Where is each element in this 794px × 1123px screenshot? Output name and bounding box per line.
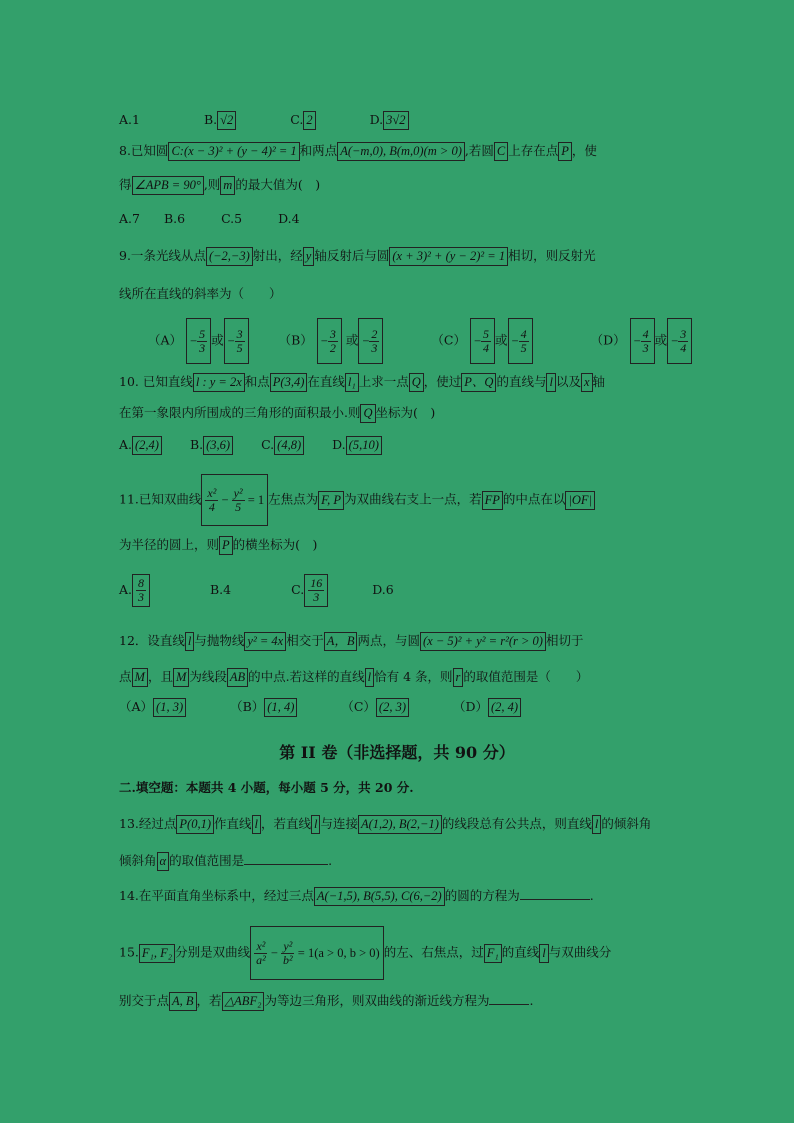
q11-text: 左焦点为: [268, 491, 319, 507]
q13-answer-blank[interactable]: [244, 864, 328, 865]
frac-den: 2: [329, 340, 336, 355]
q15-text: 的直线: [501, 944, 540, 960]
q8-option-b: B.6: [163, 211, 186, 226]
q15-text: 的左、右焦点，过: [383, 944, 484, 960]
q12-m2: M: [173, 668, 189, 687]
q12-ab2: AB: [227, 668, 248, 687]
q9-option-b-frac2: − $\frac{2}{3}$: [358, 318, 383, 364]
q13-ab: A(1,2), B(2,−1): [358, 815, 442, 834]
frac-num: 3: [236, 326, 243, 341]
q15-l: l: [539, 944, 548, 963]
q15-text: .: [529, 993, 534, 1008]
q9-circle-eq: (x + 3)² + (y − 2)² = 1: [389, 247, 508, 266]
q11-option-a-label: A.: [119, 582, 133, 597]
q11-p: P: [219, 536, 233, 555]
q13-text: .: [328, 853, 333, 868]
q12-text: 为线段: [189, 669, 227, 684]
q11-option-c-label: C.: [291, 582, 305, 597]
q9-option-b-label: （B）: [278, 332, 313, 348]
q7-options: [119, 110, 684, 130]
q9-text: 线所在直线的斜率为（ ）: [119, 286, 282, 301]
q12-text: 两点，与圆: [357, 633, 420, 648]
q9-y: y: [303, 247, 315, 266]
q8-text: ,若圆: [464, 143, 494, 158]
frac-num: y²: [233, 485, 243, 500]
q10-pq: P、Q: [461, 373, 496, 392]
q10-text: 坐标为( ): [375, 405, 436, 420]
q11-option-c: [304, 574, 328, 607]
q12-text: 点: [119, 669, 132, 684]
q9-or: 或: [495, 332, 508, 348]
q10-text: 以及: [555, 374, 581, 389]
frac-den: b²: [283, 952, 293, 967]
q13-l: l: [252, 815, 261, 834]
q15-text: 别交于点: [119, 993, 170, 1008]
q7-option-b-value: √2: [217, 111, 236, 130]
q8-text: 和两点: [299, 143, 338, 158]
q7-option-c-value: 2: [303, 111, 315, 130]
q13-line2-content: [119, 851, 684, 871]
q10-option-a-label: A.: [119, 437, 133, 452]
q11-text: 11.已知双曲线: [119, 491, 202, 507]
q12-l: l: [185, 632, 194, 651]
q10-line-l: l : y = 2x: [193, 373, 245, 392]
frac-num: 16: [310, 576, 323, 590]
q10-text: 的直线与: [496, 374, 547, 389]
q9-text: 轴反射后与圆: [314, 248, 390, 263]
frac-num: 4: [642, 326, 649, 341]
frac-num: 5: [199, 326, 206, 341]
q10-text: 和点: [244, 374, 270, 389]
q8-text: ，使: [571, 143, 597, 158]
q15-text: 15.: [119, 944, 139, 960]
q10-option-c-label: C.: [261, 437, 275, 452]
q13-text: 13.经过点: [119, 816, 177, 831]
q13-text: 与连接: [320, 816, 358, 831]
frac-den: 5: [520, 340, 527, 355]
q8-text: 的最大值为( ): [235, 177, 321, 192]
q10-l1: l₁: [345, 373, 359, 392]
q11-option-d: D.6: [372, 582, 394, 597]
q12-option-c-label: （C）: [341, 699, 376, 714]
q11-text: 为双曲线右支上一点，若: [344, 491, 482, 507]
q9-option-a-frac1: − $\frac{5}{3}$: [186, 318, 211, 364]
q15-text: 为等边三角形，则双曲线的渐近线方程为: [264, 993, 490, 1008]
q12-m: M: [132, 668, 148, 687]
q8-text: 8.已知圆: [119, 143, 169, 158]
q10-options: [119, 435, 684, 455]
q12-option-d-label: （D）: [452, 699, 489, 714]
part2-title: 第 II 卷（非选择题，共 90 分）: [279, 743, 515, 762]
frac-den: a²: [256, 952, 266, 967]
q13-text: 的线段总有公共点，则直线: [441, 816, 592, 831]
q11-text: 的中点在以: [502, 491, 566, 507]
frac-den: 3: [138, 590, 145, 604]
q10-option-d: (5,10): [346, 436, 382, 455]
q15-line1: [119, 926, 684, 980]
q12-l2: l: [365, 668, 374, 687]
q8-option-c: C.5: [221, 211, 243, 226]
q9-or: 或: [211, 332, 224, 348]
q13-text: 的倾斜角: [601, 816, 652, 831]
q10-q: Q: [409, 373, 424, 392]
q12-option-d: (2, 4): [488, 698, 521, 717]
frac-den: 5: [236, 340, 243, 355]
q10-text: 上求一点: [358, 374, 409, 389]
q8-text: 得: [119, 177, 132, 192]
q10-line1: [119, 372, 684, 392]
q10-point-p: P(3,4): [270, 373, 308, 392]
q9-option-a-label: （A）: [148, 332, 183, 348]
q13-l2: l: [311, 815, 320, 834]
q13-l3: l: [592, 815, 601, 834]
q12-text: 与抛物线: [194, 633, 245, 648]
frac-num: 5: [483, 326, 490, 341]
q10-option-a: (2,4): [132, 436, 162, 455]
q8-c: C: [494, 142, 508, 161]
q12-r: r: [453, 668, 464, 687]
q12-text: ，且: [147, 669, 173, 684]
eq-rhs: = 1: [247, 493, 265, 507]
q9-option-c-frac1: − $\frac{5}{4}$: [470, 318, 495, 364]
q10-line2: [119, 403, 684, 423]
q11-options: [119, 568, 684, 612]
q11-option-a: [132, 574, 150, 607]
q12-text: 12．设直线: [119, 633, 185, 648]
q12-option-b-label: （B）: [230, 699, 265, 714]
frac-den: 4: [208, 499, 215, 514]
frac-den: 3: [642, 340, 649, 355]
q9-line2: [119, 284, 684, 304]
q9-option-c-frac2: − $\frac{4}{5}$: [508, 318, 533, 364]
q9-option-b-frac1: − $\frac{3}{2}$: [317, 318, 342, 364]
frac-den: 3: [313, 590, 320, 604]
q8-m: m: [220, 176, 235, 195]
q12-line1: [119, 631, 684, 651]
q9-text: 相切，则反射光: [508, 248, 596, 263]
q11-option-b: B.4: [210, 582, 232, 597]
q7-option-a: A.1: [119, 112, 140, 127]
q7-option-c-label: C.: [290, 112, 304, 127]
q12-ab: A，B: [324, 632, 358, 651]
q8-line2: [119, 175, 684, 195]
q11-fp: F, P: [318, 491, 344, 510]
q11-of: |OF|: [565, 491, 595, 510]
q12-parabola: y² = 4x: [244, 632, 286, 651]
q9-options: [148, 318, 687, 364]
q13-p: P(0,1): [176, 815, 214, 834]
q10-x: x: [581, 373, 593, 392]
q11-hyperbola-eq: $\frac{\text{x²}}{4}$ − $\frac{\text{y²}}{5}$ = 1: [201, 474, 268, 526]
q9-or: 或: [654, 332, 668, 348]
q9-text: 9.一条光线从点: [119, 248, 206, 263]
q10-text: 10. 已知直线: [119, 374, 193, 389]
q9-option-d-label: （D）: [590, 332, 626, 348]
q15-f12: F₁, F₂: [139, 944, 175, 963]
q14-answer-blank[interactable]: [520, 899, 590, 900]
q12-options: [119, 697, 684, 717]
q15-answer-blank[interactable]: [489, 1004, 529, 1005]
q8-p: P: [558, 142, 572, 161]
q14-line: [119, 886, 684, 906]
q13-text: 的取值范围是: [169, 853, 245, 868]
q14-text: 的圆的方程为: [444, 888, 520, 903]
q10-option-c: (4,8): [274, 436, 304, 455]
frac-num: x²: [256, 938, 266, 953]
frac-num: 3: [680, 326, 687, 341]
q13-alpha: α: [157, 852, 170, 871]
q10-option-b-label: B.: [189, 437, 204, 452]
q9-point: (−2,−3): [206, 247, 253, 266]
q10-l: l: [546, 373, 555, 392]
q12-option-b: (1, 4): [264, 698, 297, 717]
frac-num: 3: [329, 326, 336, 341]
q9-option-c-label: （C）: [431, 332, 466, 348]
q11-fp2: FP: [482, 491, 503, 510]
frac-num: 8: [138, 576, 145, 590]
frac-num: y²: [283, 938, 293, 953]
q9-line1: [119, 246, 684, 266]
frac-den: 4: [483, 340, 490, 355]
q15-f1: F₁: [484, 944, 502, 963]
q7-option-d-label: D.: [369, 112, 384, 127]
q12-text: 的取值范围是（ ）: [463, 669, 589, 684]
frac-den: 3: [371, 340, 378, 355]
q12-option-c: (2, 3): [376, 698, 409, 717]
frac-num: x²: [207, 485, 217, 500]
frac-den: 4: [680, 340, 687, 355]
q9-or: 或: [345, 332, 359, 348]
q11-text: 为半径的圆上，则: [119, 537, 220, 552]
q12-text: 相交于: [286, 633, 324, 648]
q9-option-d-frac2: − $\frac{3}{4}$: [667, 318, 692, 364]
q12-text: 的中点.若这样的直线: [248, 669, 365, 684]
q15-text: 分别是双曲线: [175, 944, 251, 960]
q14-points: A(−1,5), B(5,5), C(6,−2): [314, 887, 445, 906]
eq-rhs: = 1(a > 0, b > 0): [297, 946, 380, 960]
q12-text: 相切于: [545, 633, 584, 648]
q12-text: 恰有 4 条，则: [374, 669, 453, 684]
q9-text: 射出，经: [252, 248, 303, 263]
q13-text: 倾斜角: [119, 853, 157, 868]
q12-option-a-label: （A）: [119, 699, 154, 714]
frac-den: 3: [199, 340, 206, 355]
q10-option-b: (3,6): [203, 436, 233, 455]
q11-text: 的横坐标为( ): [232, 537, 318, 552]
q14-text: 14.在平面直角坐标系中，经过三点: [119, 888, 314, 903]
q9-option-a-frac2: − $\frac{3}{5}$: [224, 318, 249, 364]
q8-option-d: D.4: [278, 211, 300, 226]
q10-option-d-label: D.: [332, 437, 346, 452]
q8-options: [119, 209, 684, 229]
q10-text: 在直线: [307, 374, 345, 389]
q15-hyperbola-eq: $\frac{\text{x²}}{\text{a²}}$ − $\frac{\text{y²}}{\text{b²}}$ = 1(a > 0, b > 0): [250, 926, 384, 980]
q7-option-b-label: B.: [203, 112, 218, 127]
q12-option-a: (1, 3): [153, 698, 186, 717]
q8-option-a: A.7: [119, 211, 140, 226]
q8-text: ,则: [203, 177, 221, 192]
q10-text: 在第一象限内所围成的三角形的面积最小.则: [119, 405, 361, 420]
section-heading: 二.填空题：本题共 4 小题，每小题 5 分，共 20 分.: [119, 780, 414, 795]
q8-line1: [119, 141, 684, 161]
q15-ab: A, B: [169, 992, 197, 1011]
q11-line1: [119, 474, 684, 526]
q8-angle: ∠APB = 90°: [132, 176, 204, 195]
q15-triangle: △ABF₂: [222, 992, 265, 1011]
q7-option-d-value: 3√2: [383, 111, 408, 130]
frac-num: 2: [371, 326, 378, 341]
frac-num: 4: [520, 326, 527, 341]
q13-text: 作直线: [213, 816, 252, 831]
q13-text: ，若直线: [260, 816, 311, 831]
q8-text: 上存在点: [508, 143, 559, 158]
q12-circle: (x − 5)² + y² = r²(r > 0): [420, 632, 546, 651]
q9-option-d-frac1: − $\frac{4}{3}$: [630, 318, 655, 364]
q14-text: .: [589, 888, 594, 903]
q10-q2: Q: [360, 404, 375, 423]
q10-text: 轴: [592, 374, 606, 389]
q15-line2: [119, 991, 684, 1011]
q8-points: A(−m,0), B(m,0)(m > 0): [337, 142, 465, 161]
q10-text: ，使过: [423, 374, 462, 389]
q15-text: 与双曲线分: [548, 944, 612, 960]
q15-text: ，若: [196, 993, 222, 1008]
q13-line1: [119, 814, 684, 834]
frac-den: 5: [235, 499, 242, 514]
q11-line2: [119, 535, 684, 555]
q8-circle-eq: C:(x − 3)² + (y − 4)² = 1: [168, 142, 299, 161]
q12-line2: [119, 667, 684, 687]
